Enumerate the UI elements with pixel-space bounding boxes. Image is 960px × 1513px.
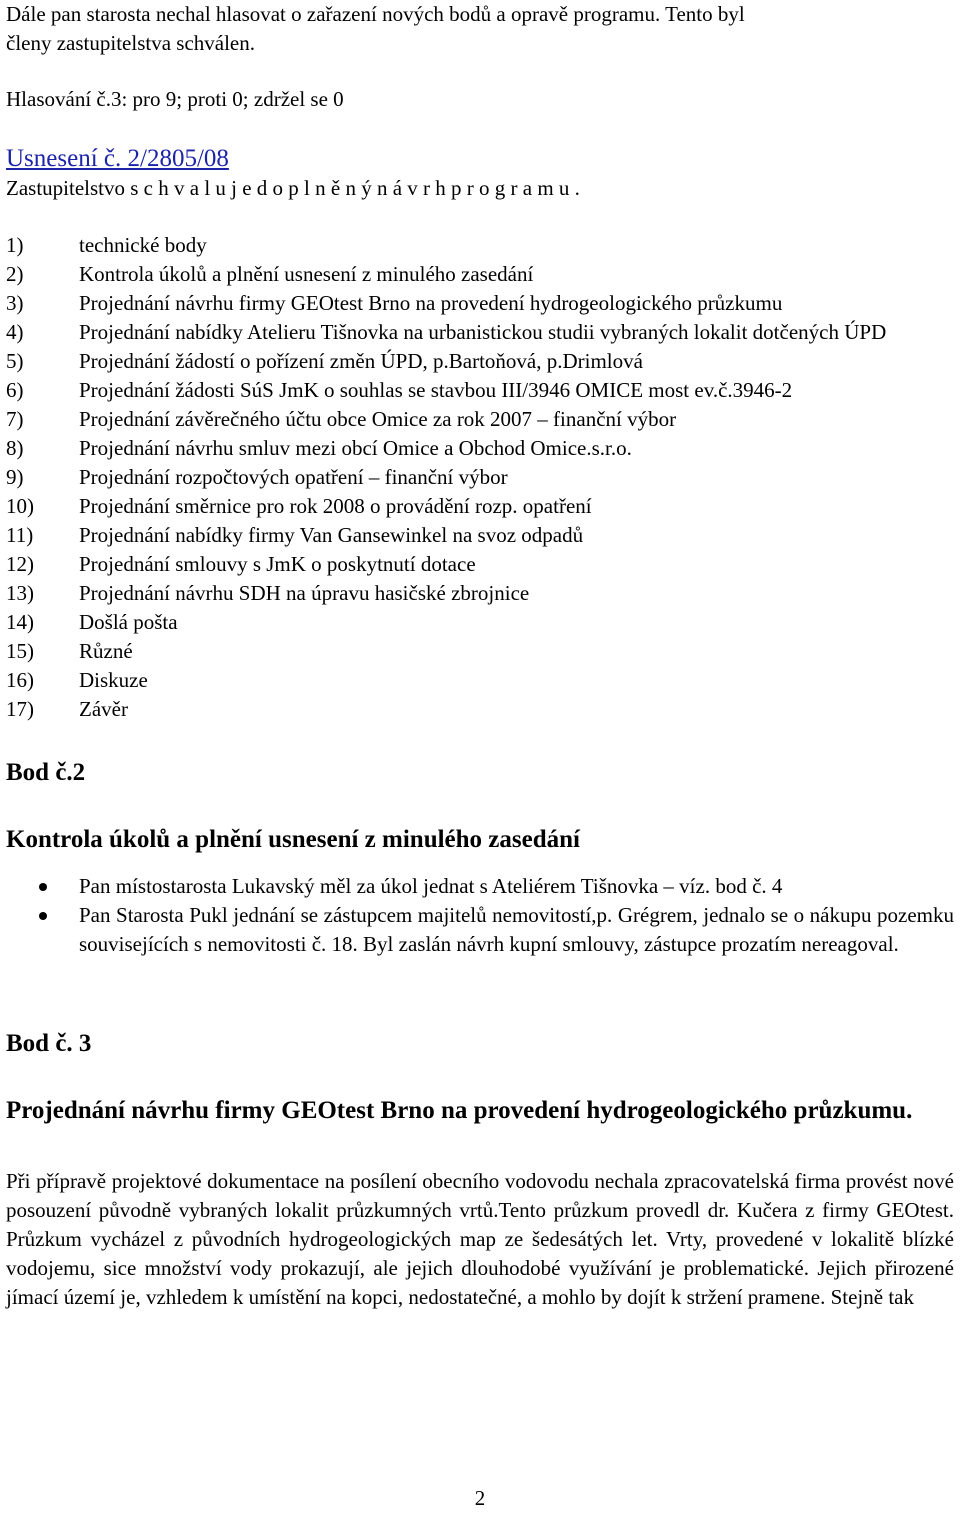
agenda-item-text: Kontrola úkolů a plnění usnesení z minulého zasedání [79, 262, 534, 286]
bod2-title: Kontrola úkolů a plnění usnesení z minulého zasedání [6, 826, 580, 853]
agenda-item-text: Projednání žádostí o pořízení změn ÚPD, p.Bartoňová, p.Drimlová [79, 349, 643, 373]
resolution-title: Usnesení č. 2/2805/08 [6, 145, 229, 172]
agenda-item [6, 608, 954, 637]
agenda-item-text: Projednání nabídky Atelieru Tišnovka na urbanistickou studii vybraných lokalit dotčených ÚPD [79, 320, 887, 344]
agenda-item-number: 15) [6, 639, 34, 663]
intro-line-1: Dále pan starosta nechal hlasovat o zařazení nových bodů a opravě programu. Tento byl [6, 2, 745, 26]
agenda-item [6, 492, 954, 521]
agenda-item-number: 7) [6, 407, 24, 431]
resolution-text: s c h v a l u j e d o p l n ě n ý n á v r h p r o g r a m u . [130, 176, 580, 200]
agenda-item-text: Projednání žádosti SúS JmK o souhlas se stavbou III/3946 OMICE most ev.č.3946-2 [79, 378, 793, 402]
agenda-item-text: Projednání návrhu smluv mezi obcí Omice a Obchod Omice.s.r.o. [79, 436, 632, 460]
resolution-statement [6, 174, 954, 202]
agenda-item-text: Projednání závěrečného účtu obce Omice za rok 2007 – finanční výbor [79, 407, 677, 431]
agenda-item-number: 1) [6, 233, 24, 257]
agenda-item [6, 550, 954, 579]
intro-line-2: členy zastupitelstva schválen. [6, 31, 255, 55]
agenda-item-number: 9) [6, 465, 24, 489]
agenda-item [6, 695, 954, 724]
agenda-item [6, 289, 954, 318]
agenda-item-text: Došlá pošta [79, 610, 178, 634]
agenda-item [6, 231, 954, 260]
agenda-item-number: 12) [6, 552, 34, 576]
agenda-item [6, 376, 954, 405]
agenda-item-text: Projednání návrhu SDH na úpravu hasičské zbrojnice [79, 581, 530, 605]
agenda-list [6, 231, 954, 724]
resolution-prefix: Zastupitelstvo [6, 176, 131, 200]
agenda-item [6, 347, 954, 376]
bod2-bullet-item [6, 872, 954, 901]
agenda-item-number: 17) [6, 697, 34, 721]
agenda-item-number: 8) [6, 436, 24, 460]
agenda-item-number: 2) [6, 262, 24, 286]
bullet-icon [39, 912, 47, 920]
bod3-label: Bod č. 3 [6, 1030, 92, 1057]
agenda-item [6, 521, 954, 550]
agenda-item [6, 579, 954, 608]
agenda-item-number: 10) [6, 494, 34, 518]
bod2-label: Bod č.2 [6, 759, 86, 786]
bod3-title: Projednání návrhu firmy GEOtest Brno na provedení hydrogeologického průzkumu. [6, 1097, 913, 1124]
agenda-item [6, 666, 954, 695]
bullet-icon [39, 883, 47, 891]
bod2-bullet-item [6, 901, 954, 959]
agenda-item-text: Diskuze [79, 668, 148, 692]
agenda-item-text: Projednání návrhu firmy GEOtest Brno na provedení hydrogeologického průzkumu [79, 291, 783, 315]
agenda-item-number: 11) [6, 523, 34, 547]
page-number: 2 [474, 1486, 486, 1510]
agenda-item-text: Projednání nabídky firmy Van Gansewinkel na svoz odpadů [79, 523, 584, 547]
bod2-bullet-text: Pan místostarosta Lukavský měl za úkol jednat s Ateliérem Tišnovka – víz. bod č. 4 [79, 874, 783, 898]
agenda-item-number: 4) [6, 320, 24, 344]
agenda-item-text: technické body [79, 233, 207, 257]
agenda-item-text: Projednání smlouvy s JmK o poskytnutí dotace [79, 552, 476, 576]
agenda-item-number: 13) [6, 581, 34, 605]
intro-paragraph [6, 0, 954, 58]
agenda-item [6, 260, 954, 289]
agenda-item-number: 5) [6, 349, 24, 373]
agenda-item-text: Různé [79, 639, 133, 663]
vote-result: Hlasování č.3: pro 9; proti 0; zdržel se 0 [6, 87, 344, 111]
agenda-item [6, 463, 954, 492]
agenda-item [6, 405, 954, 434]
bod3-paragraph: Při přípravě projektové dokumentace na posílení obecního vodovodu nechala zpracovatelská firma provést nové posouzení původně vybraných lokalit průzkumných vrtů.Tento průzkum provedl dr. Kučera z firmy GEOtest. Průzkum vycházel z původních hydrogeologických map ze šedesátých let. Vrty, provedené v lokalitě blízké vodojemu, sice množství vody prokazují, ale jejich dlouhodobé využívání je problematické. Jejich přirozené jímací území je, vzhledem k umístění na kopci, nedostatečné, a mohlo by dojít k stržení pramene. Stejně tak [6, 1169, 954, 1309]
bod2-bullet-list [6, 872, 954, 959]
agenda-item [6, 434, 954, 463]
agenda-item [6, 318, 954, 347]
agenda-item-number: 6) [6, 378, 24, 402]
agenda-item-text: Závěr [79, 697, 128, 721]
bod2-bullet-text: Pan Starosta Pukl jednání se zástupcem majitelů nemovitostí,p. Grégrem, jednalo se o nákupu pozemku souvisejících s nemovitosti č. 18. Byl zaslán návrh kupní smlouvy, zástupce prozatím nereagoval. [79, 903, 954, 956]
agenda-item-number: 3) [6, 291, 24, 315]
agenda-item-text: Projednání směrnice pro rok 2008 o provádění rozp. opatření [79, 494, 592, 518]
agenda-item [6, 637, 954, 666]
agenda-item-number: 16) [6, 668, 34, 692]
agenda-item-text: Projednání rozpočtových opatření – finanční výbor [79, 465, 508, 489]
agenda-item-number: 14) [6, 610, 34, 634]
